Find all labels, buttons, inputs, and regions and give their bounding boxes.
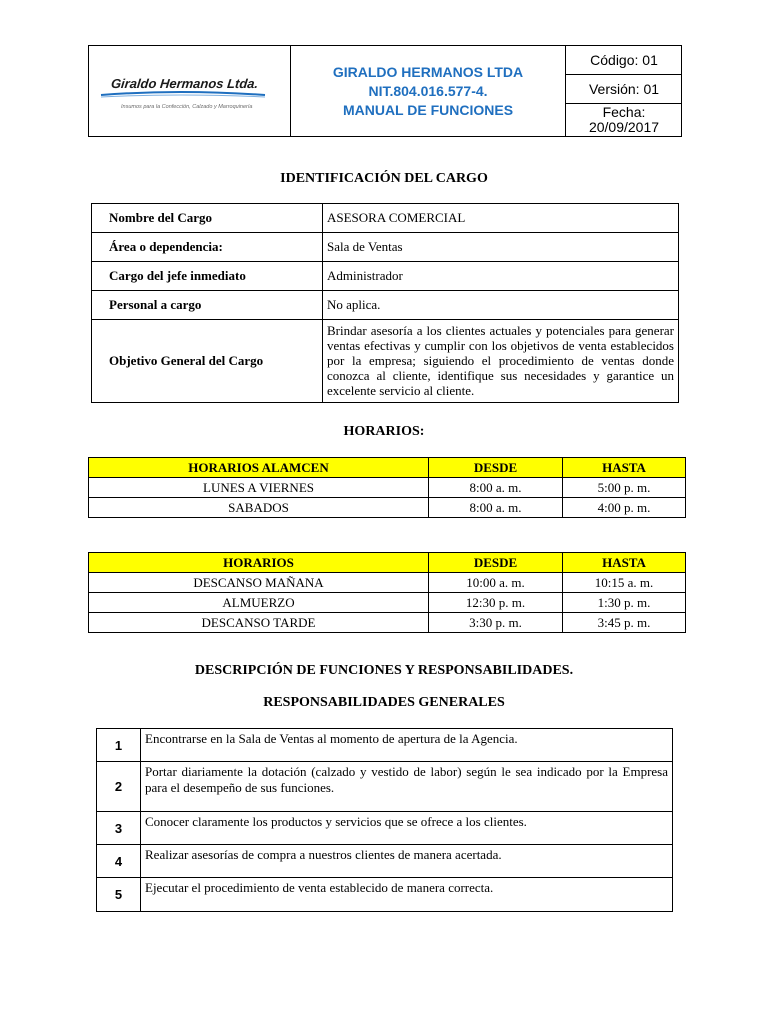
column-header: HASTA	[563, 458, 686, 478]
cargo-value: No aplica.	[322, 291, 678, 320]
logo-graphic	[89, 46, 289, 134]
document-date	[566, 104, 682, 136]
table-cell: 8:00 a. m.	[429, 478, 563, 498]
table-row	[89, 498, 686, 518]
table-header-row	[89, 553, 686, 573]
table-row	[97, 812, 673, 845]
section-title-identificacion: IDENTIFICACIÓN DEL CARGO	[280, 171, 488, 186]
document-header	[88, 45, 682, 137]
table-row	[97, 845, 673, 878]
cargo-value: Administrador	[322, 262, 678, 291]
table-cell: 5:00 p. m.	[563, 478, 686, 498]
table-cell: 12:30 p. m.	[429, 593, 563, 613]
column-header: DESDE	[429, 458, 563, 478]
table-cell: LUNES A VIERNES	[89, 478, 429, 498]
column-header: HORARIOS	[89, 553, 429, 573]
document-code: Código: 01	[566, 46, 682, 75]
cargo-table	[91, 203, 679, 403]
cargo-label: Personal a cargo	[92, 291, 323, 320]
item-text: Realizar asesorías de compra a nuestros clientes de manera acertada.	[141, 845, 673, 878]
date-value: 20/09/2017	[588, 119, 660, 135]
date-label: Fecha:	[602, 104, 646, 120]
table-row	[89, 478, 686, 498]
table-row	[92, 320, 679, 403]
document-version: Versión: 01	[566, 75, 682, 104]
table-row	[92, 262, 679, 291]
table-row	[92, 204, 679, 233]
table-row	[97, 729, 673, 762]
company-nit: NIT.804.016.577-4.	[368, 82, 488, 99]
cargo-objective: Brindar asesoría a los clientes actuales y potenciales para generar ventas efectivas y cumplir con los objetivos de venta establecidos por la empresa; siguiendo el procedimiento de ventas donde conozca al cliente, identifique sus necesidades y garantice un excelente servicio al cliente.	[322, 320, 678, 403]
table-cell: DESCANSO MAÑANA	[89, 573, 429, 593]
table-row	[89, 613, 686, 633]
item-text: Portar diariamente la dotación (calzado y vestido de labor) según le sea indicado por la Empresa para el desempeño de sus funciones.	[141, 762, 673, 812]
item-text: Encontrarse en la Sala de Ventas al momento de apertura de la Agencia.	[141, 729, 673, 762]
horarios-almacen-table	[88, 457, 686, 518]
table-row	[89, 573, 686, 593]
item-text: Conocer claramente los productos y servicios que se ofrece a los clientes.	[141, 812, 673, 845]
column-header: HORARIOS ALAMCEN	[89, 458, 429, 478]
item-number: 5	[97, 878, 141, 912]
section-title-funciones: DESCRIPCIÓN DE FUNCIONES Y RESPONSABILIDADES.	[194, 663, 574, 678]
horarios-descansos-table	[88, 552, 686, 633]
table-cell: 3:30 p. m.	[429, 613, 563, 633]
company-logo	[89, 46, 291, 136]
item-number: 1	[97, 729, 141, 762]
table-row	[97, 878, 673, 912]
logo-tagline: Insumos para la Confección, Calzado y Marroquinería	[121, 104, 253, 110]
table-cell: 3:45 p. m.	[563, 613, 686, 633]
table-row	[89, 593, 686, 613]
header-title-block	[291, 46, 566, 136]
column-header: HASTA	[563, 553, 686, 573]
company-name: GIRALDO HERMANOS LTDA	[332, 63, 524, 80]
table-row	[92, 291, 679, 320]
table-cell: ALMUERZO	[89, 593, 429, 613]
table-cell: 4:00 p. m.	[563, 498, 686, 518]
cargo-value: ASESORA COMERCIAL	[322, 204, 678, 233]
item-number: 3	[97, 812, 141, 845]
table-header-row	[89, 458, 686, 478]
table-cell: 8:00 a. m.	[429, 498, 563, 518]
manual-title: MANUAL DE FUNCIONES	[342, 101, 514, 118]
logo-name: Giraldo Hermanos Ltda.	[110, 76, 259, 91]
table-row	[92, 233, 679, 262]
table-cell: SABADOS	[89, 498, 429, 518]
item-text: Ejecutar el procedimiento de venta establecido de manera correcta.	[141, 878, 673, 912]
table-cell: 10:00 a. m.	[429, 573, 563, 593]
section-title-horarios: HORARIOS:	[343, 424, 425, 439]
item-number: 2	[97, 762, 141, 812]
table-cell: DESCANSO TARDE	[89, 613, 429, 633]
cargo-label: Área o dependencia:	[92, 233, 323, 262]
table-cell: 10:15 a. m.	[563, 573, 686, 593]
responsabilidades-table	[96, 728, 673, 912]
section-subtitle-responsabilidades: RESPONSABILIDADES GENERALES	[263, 695, 505, 710]
table-row	[97, 762, 673, 812]
cargo-value: Sala de Ventas	[322, 233, 678, 262]
cargo-label: Nombre del Cargo	[92, 204, 323, 233]
item-number: 4	[97, 845, 141, 878]
table-cell: 1:30 p. m.	[563, 593, 686, 613]
cargo-label: Cargo del jefe inmediato	[92, 262, 323, 291]
cargo-label: Objetivo General del Cargo	[92, 320, 323, 403]
column-header: DESDE	[429, 553, 563, 573]
